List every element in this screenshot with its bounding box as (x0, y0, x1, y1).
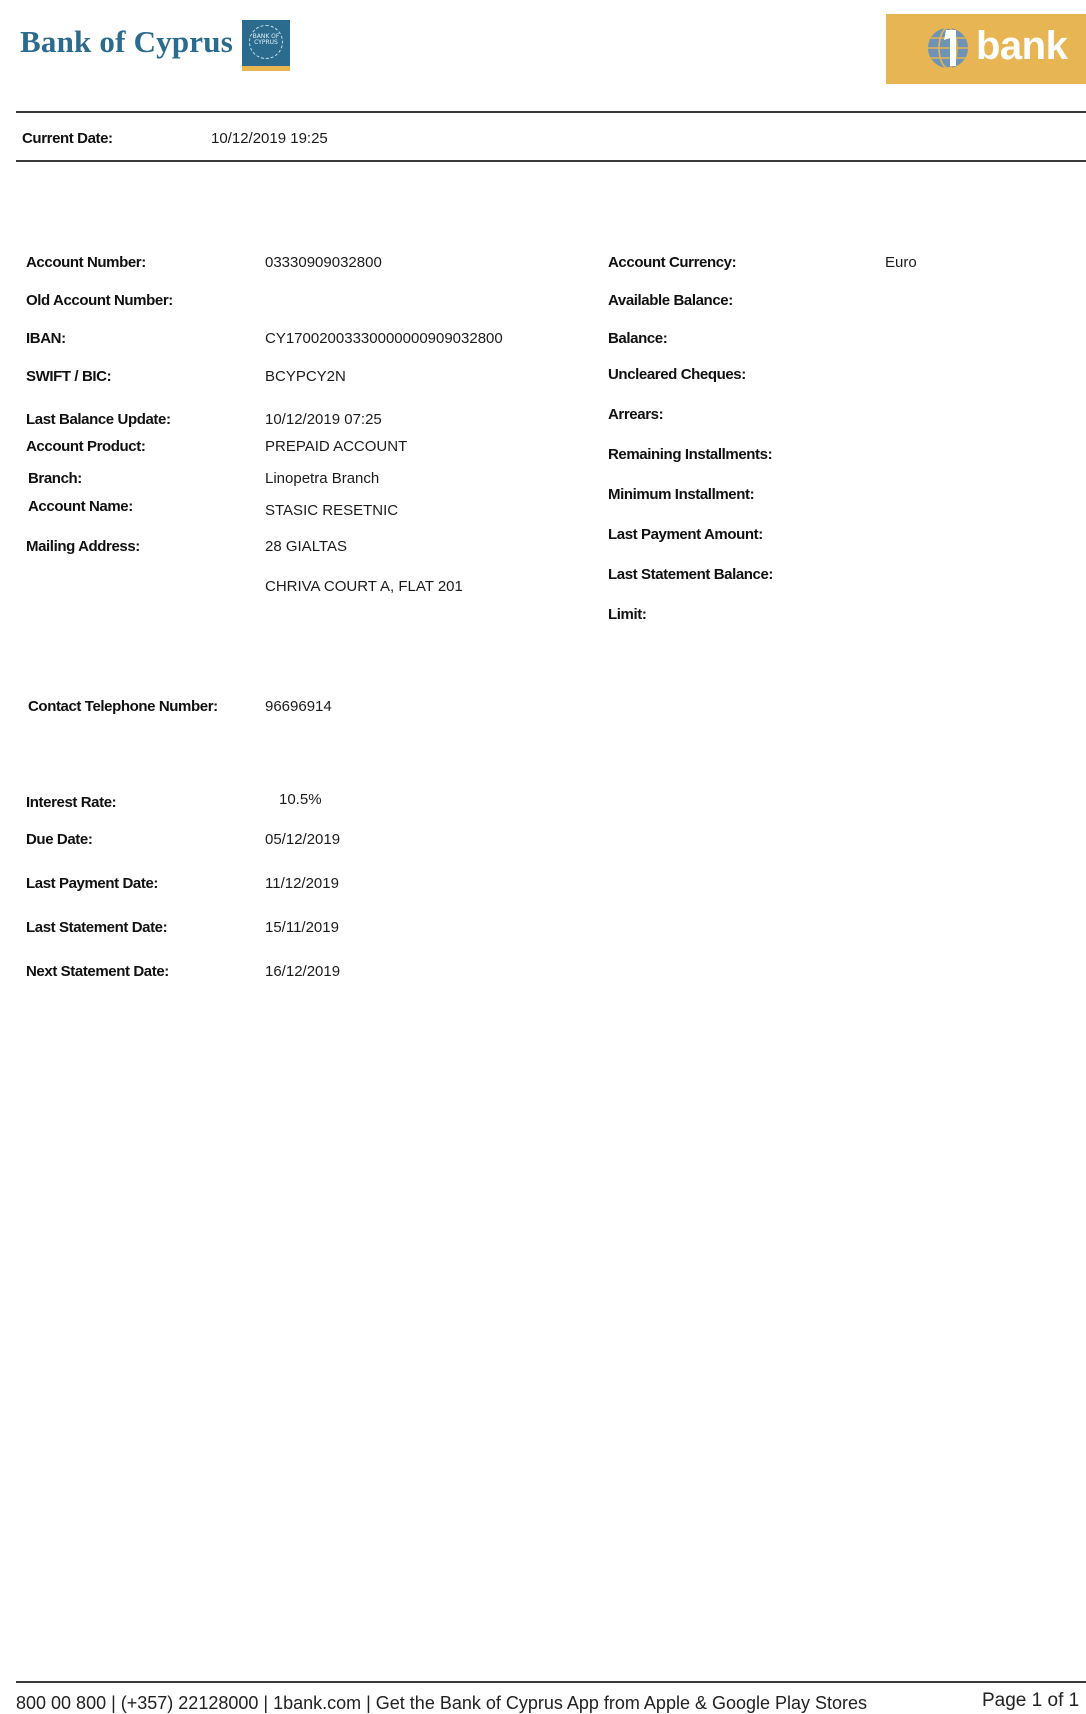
account-product-label: Account Product: (26, 438, 146, 455)
uncleared-cheques-label: Uncleared Cheques: (608, 366, 746, 383)
interest-rate-value: 10.5% (279, 791, 322, 808)
branch-value: Linopetra Branch (265, 470, 380, 487)
due-date-value: 05/12/2019 (265, 831, 341, 848)
mailing-address-label: Mailing Address: (26, 538, 140, 555)
current-date-value: 10/12/2019 19:25 (211, 130, 328, 147)
last-statement-balance-label: Last Statement Balance: (608, 566, 774, 583)
last-balance-update-value: 10/12/2019 07:25 (265, 411, 382, 428)
minimum-installment-label: Minimum Installment: (608, 486, 755, 503)
balance-label: Balance: (608, 330, 668, 347)
last-payment-date-label: Last Payment Date: (26, 875, 159, 892)
account-currency-label: Account Currency: (608, 254, 737, 271)
account-product-value: PREPAID ACCOUNT (265, 438, 408, 455)
old-account-number-label: Old Account Number: (26, 292, 173, 309)
arrears-label: Arrears: (608, 406, 664, 423)
last-statement-date-label: Last Statement Date: (26, 919, 168, 936)
swift-bic-label: SWIFT / BIC: (26, 368, 112, 385)
account-number-value: 03330909032800 (265, 254, 382, 271)
footer-divider (16, 1681, 1086, 1683)
available-balance-label: Available Balance: (608, 292, 733, 309)
bank-seal-icon: BANK OF CYPRUS (242, 20, 290, 71)
interest-rate-label: Interest Rate: (26, 794, 117, 811)
contact-telephone-value: 96696914 (265, 698, 332, 715)
last-payment-date-value: 11/12/2019 (265, 875, 339, 892)
top-divider (16, 111, 1086, 113)
brand-wordmark: bank (976, 24, 1068, 68)
contact-telephone-label: Contact Telephone Number: (28, 698, 218, 715)
header-divider (16, 160, 1086, 162)
account-number-label: Account Number: (26, 254, 146, 271)
account-name-label: Account Name: (28, 498, 133, 515)
account-name-value: STASIC RESETNIC (265, 502, 399, 519)
next-statement-date-label: Next Statement Date: (26, 963, 169, 980)
remaining-installments-label: Remaining Installments: (608, 446, 773, 463)
1bank-logo (886, 14, 1086, 84)
iban-label: IBAN: (26, 330, 66, 347)
next-statement-date-value: 16/12/2019 (265, 963, 341, 980)
iban-value: CY17002003330000000909032800 (265, 330, 503, 347)
mailing-address-line-1: 28 GIALTAS (265, 538, 347, 555)
branch-label: Branch: (28, 470, 82, 487)
swift-bic-value: BCYPCY2N (265, 368, 346, 385)
footer-contact-text: 800 00 800 | (+357) 22128000 | 1bank.com | Get the Bank of Cyprus App from Apple & Google Play Stores (16, 1693, 868, 1713)
current-date-label: Current Date: (22, 130, 113, 147)
bank-of-cyprus-logo: Bank of Cyprus (20, 24, 233, 59)
last-balance-update-label: Last Balance Update: (26, 411, 171, 428)
last-statement-date-value: 15/11/2019 (265, 919, 339, 936)
last-payment-amount-label: Last Payment Amount: (608, 526, 763, 543)
account-currency-value: Euro (885, 254, 917, 271)
page-number: Page 1 of 1 (982, 1690, 1080, 1711)
due-date-label: Due Date: (26, 831, 93, 848)
limit-label: Limit: (608, 606, 647, 623)
mailing-address-line-2: CHRIVA COURT A, FLAT 201 (265, 578, 463, 595)
globe-icon (926, 26, 970, 70)
